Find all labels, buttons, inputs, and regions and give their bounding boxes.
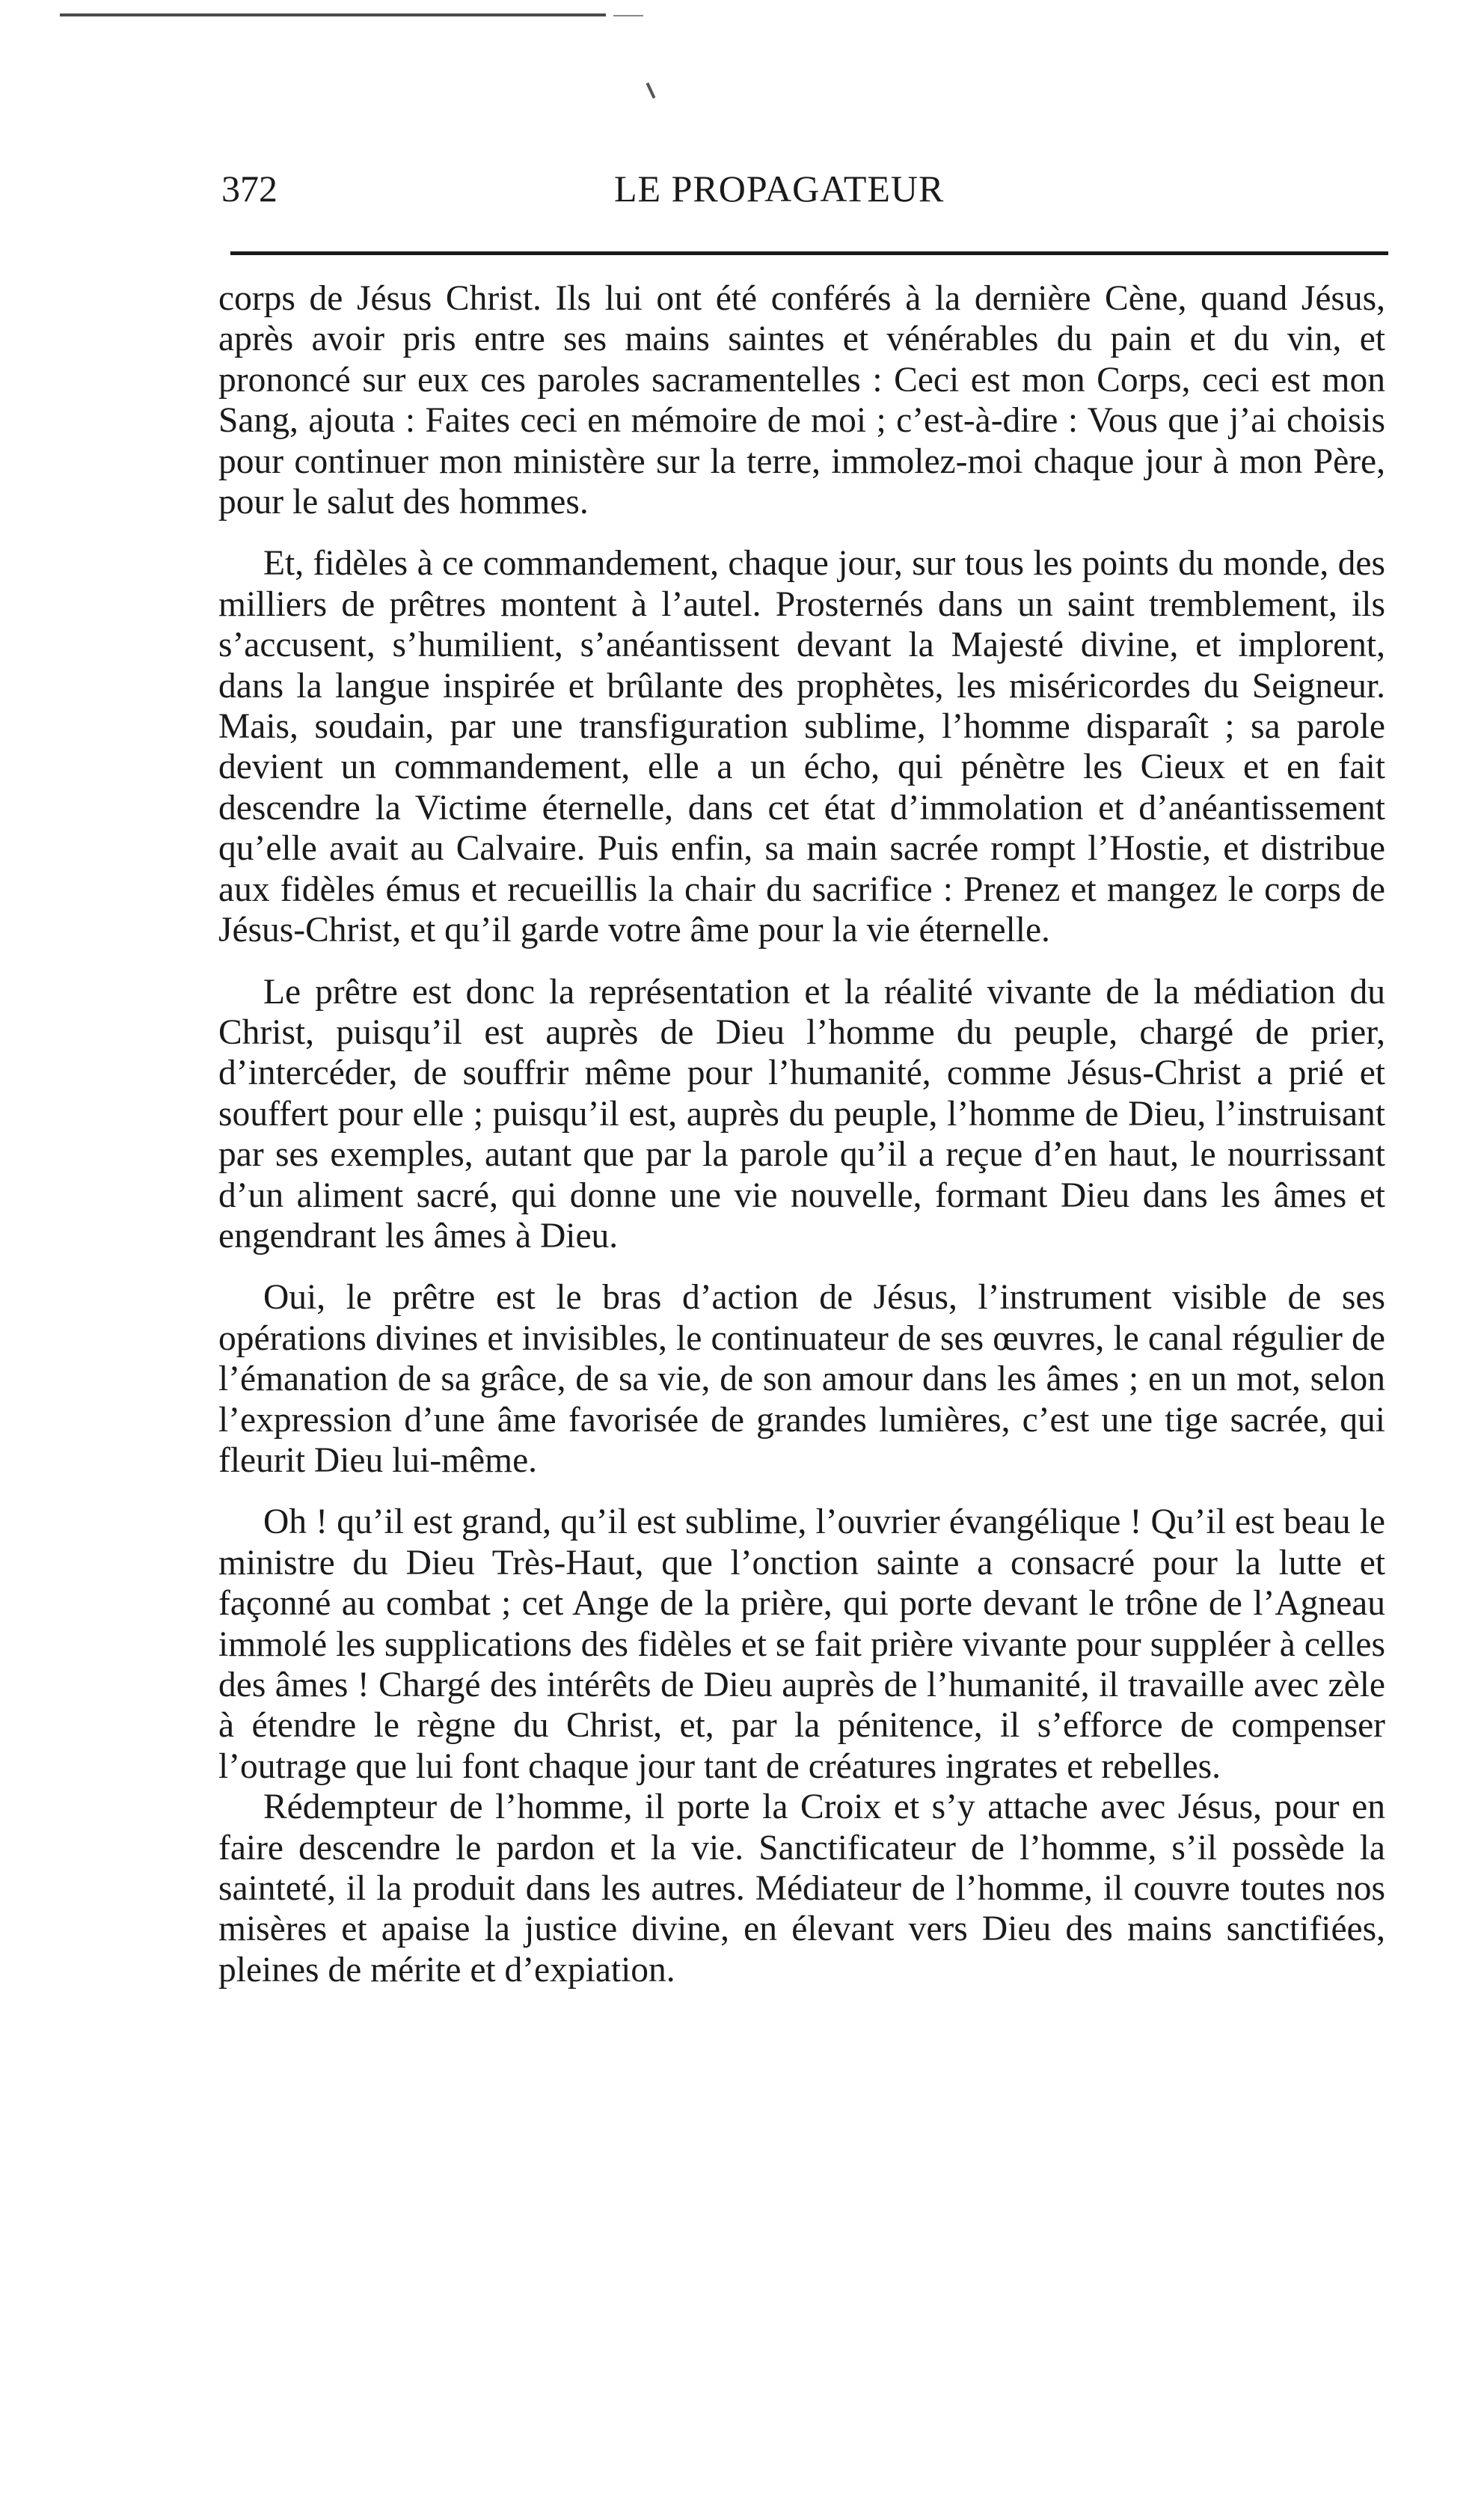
page-header <box>221 166 1388 211</box>
paragraph-3: Le prêtre est donc la représentation et la réalité vivante de la médiation du Christ, puisqu’il est auprès de Dieu l’homme du peuple, chargé de prier, d’intercéder, de souffrir même pour l’humanité, comme Jésus-Christ a prié et souffert pour elle ; puisqu’il est, auprès du peuple, l’homme de Dieu, l’instruisant par ses exemples, autant que par la parole qu’il a reçue d’en haut, le nourrissant d’un aliment sacré, qui donne une vie nouvelle, formant Dieu dans les âmes et engendrant les âmes à Dieu. <box>218 972 1385 1256</box>
paragraph-5: Oh ! qu’il est grand, qu’il est sublime, l’ouvrier évangélique ! Qu’il est beau le ministre du Dieu Très-Haut, que l’onction sainte a consacré pour la lutte et façonné au combat ; cet Ange de la prière, qui porte devant le trône de l’Agneau immolé les supplications des fidèles et se fait prière vivante pour suppléer à celles des âmes ! Chargé des intérêts de Dieu auprès de l’humanité, il travaille avec zèle à étendre le règne du Christ, et, par la pénitence, il s’efforce de compenser l’outrage que lui font chaque jour tant de créatures ingrates et rebelles. <box>218 1502 1385 1786</box>
paragraph-6: Rédempteur de l’homme, il porte la Croix et s’y attache avec Jésus, pour en faire descendre le pardon et la vie. Sanctificateur de l’homme, s’il possède la sainteté, il la produit dans les autres. Médiateur de l’homme, il couvre toutes nos misères et apaise la justice divine, en élevant vers Dieu des mains sanctifiées, pleines de mérite et d’expiation. <box>218 1787 1385 1990</box>
page-number: 372 <box>221 168 278 210</box>
paragraph-4: Oui, le prêtre est le bras d’action de Jésus, l’instrument visible de ses opérations divines et invisibles, le continuateur de ses œuvres, le canal régulier de l’émanation de sa grâce, de sa vie, de son amour dans les âmes ; en un mot, selon l’expression d’une âme favorisée de grandes lumières, c’est une tige sacrée, qui fleurit Dieu lui-même. <box>218 1278 1385 1480</box>
paragraph-2: Et, fidèles à ce commandement, chaque jour, sur tous les points du monde, des milliers de prêtres montent à l’autel. Prosternés dans un saint tremblement, ils s’accusent, s’humilient, s’anéantissent devant la Majesté divine, et implorent, dans la langue inspirée et brûlante des prophètes, les miséricordes du Seigneur. Mais, soudain, par une transfiguration sublime, l’homme disparaît ; sa parole devient un commandement, elle a un écho, qui pénètre les Cieux et en fait descendre la Victime éternelle, dans cet état d’immolation et d’anéantissement qu’elle avait au Calvaire. Puis enfin, sa main sacrée rompt l’Hostie, et distribue aux fidèles émus et recueillis la chair du sacrifice : Prenez et mangez le corps de Jésus-Christ, et qu’il garde votre âme pour la vie éternelle. <box>218 544 1385 950</box>
header-rule <box>230 251 1388 255</box>
paragraph-1: corps de Jésus Christ. Ils lui ont été conférés à la dernière Cène, quand Jésus, après avoir pris entre ses mains saintes et vénérables du pain et du vin, et prononcé sur eux ces paroles sacramentelles : Ceci est mon Corps, ceci est mon Sang, ajouta : Faites ceci en mémoire de moi ; c’est-à-dire : Vous que j’ai choisis pour continuer mon ministère sur la terre, immolez-moi chaque jour à mon Père, pour le salut des hommes. <box>218 279 1385 522</box>
scan-edge-line-fragment <box>613 15 643 16</box>
scan-edge-line <box>60 13 606 16</box>
scan-speck <box>646 82 656 99</box>
body-text <box>218 278 1385 2011</box>
running-title: LE PROPAGATEUR <box>614 168 945 210</box>
